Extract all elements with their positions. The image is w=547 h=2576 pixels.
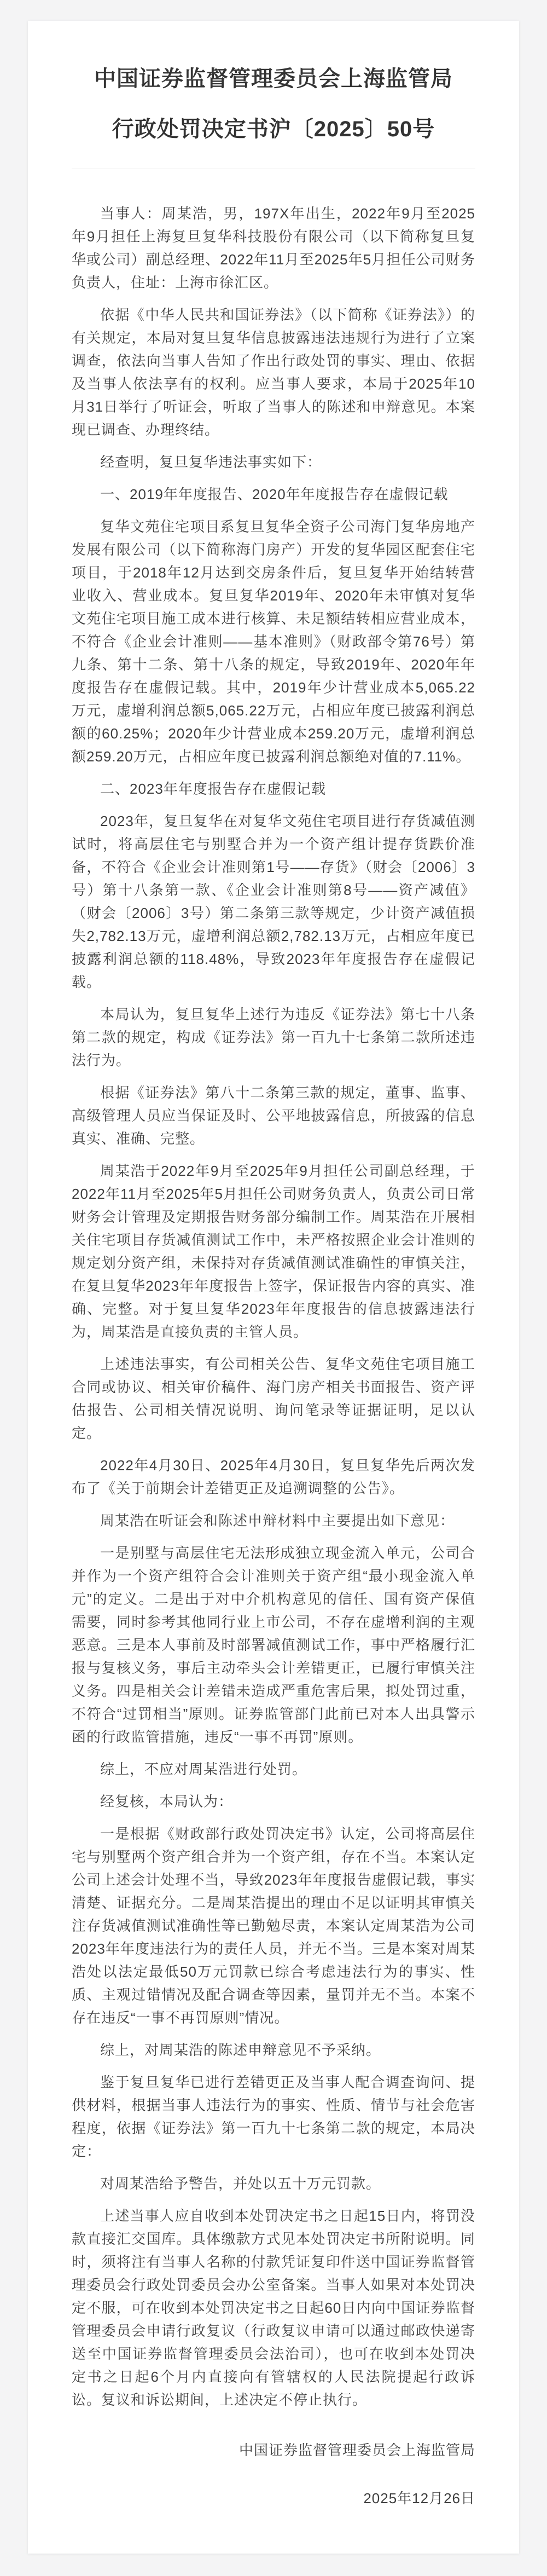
paragraph: 依据《中华人民共和国证券法》（以下简称《证券法》）的有关规定，本局对复旦复华信息披露违法违规行为进行了立案调查，依法向当事人告知了作出行政处罚的事实、理由、依据及当事人依法享有的权利。应当事人要求，本局于2025年10月31日举行了听证会，听取了当事人的陈述和申辩意见。本案现已调查、办理终结。	[72, 307, 475, 438]
signature-block	[72, 2439, 475, 2510]
paragraph: 鉴于复旦复华已进行差错更正及当事人配合调查询问、提供材料，根据当事人违法行为的事实、性质、情节与社会危害程度，依据《证券法》第一百九十七条第二款的规定，本局决定：	[72, 2074, 475, 2159]
section-heading: 一、2019年年度报告、2020年年度报告存在虚假记载	[100, 486, 449, 503]
paragraph: 对周某浩给予警告，并处以五十万元罚款。	[100, 2175, 381, 2192]
paragraph: 当事人：周某浩，男，197X年出生，2022年9月至2025年9月担任上海复旦复华科技股份有限公司（以下简称复旦复华或公司）副总经理、2022年11月至2025年5月担任公司财务负责人，住址：上海市徐汇区。	[72, 205, 475, 291]
paragraph: 经复核，本局认为：	[100, 1793, 234, 1810]
section-heading: 二、2023年年度报告存在虚假记载	[100, 781, 326, 797]
document-title-line1: 中国证券监督管理委员会上海监管局	[94, 67, 453, 91]
paragraph: 一是根据《财政部行政处罚决定书》认定，公司将高层住宅与别墅两个资产组合并为一个资产组，存在不当。本案认定公司上述会计处理不当，导致2023年年度报告虚假记载，事实清楚、证据充分。二是周某浩提出的理由不足以证明其审慎关注存货减值测试准确性等已勤勉尽责，本案认定周某浩为公司2023年年度违法行为的责任人员，并无不当。三是本案对周某浩处以法定最低50万元罚款已综合考虑违法行为的事实、性质、主观过错情况及配合调查等因素，量罚并无不当。本案不存在违反“一事不再罚原则”情况。	[72, 1826, 475, 2026]
paragraph: 本局认为，复旦复华上述行为违反《证券法》第七十八条第二款的规定，构成《证券法》第一百九十七条第二款所述违法行为。	[72, 1006, 475, 1068]
paragraph: 综上，对周某浩的陈述申辩意见不予采纳。	[100, 2042, 381, 2058]
paragraph: 周某浩在听证会和陈述申辩材料中主要提出如下意见：	[100, 1512, 455, 1529]
paragraph: 经查明，复旦复华违法事实如下：	[100, 454, 322, 470]
document-title-line2: 行政处罚决定书沪〔2025〕50号	[112, 117, 435, 141]
issuer-signature: 中国证券监督管理委员会上海监管局	[238, 2442, 475, 2458]
paragraph: 周某浩于2022年9月至2025年9月担任公司副总经理，于2022年11月至2025年5月担任公司财务负责人，负责公司日常财务会计管理及定期报告财务部分编制工作。周某浩在开展相关住宅项目存货减值测试工作中，未严格按照企业会计准则的规定划分资产组，未保持对存货减值测试准确性的审慎关注，在复旦复华2023年年度报告上签字，保证报告内容的真实、准确、完整。对于复旦复华2023年年度报告的信息披露违法行为，周某浩是直接负责的主管人员。	[72, 1163, 475, 1340]
paragraph: 复华文苑住宅项目系复旦复华全资子公司海门复华房地产发展有限公司（以下简称海门房产）开发的复华园区配套住宅项目，于2018年12月达到交房条件后，复旦复华开始结转营业收入、营业成本。复旦复华2019年、2020年未审慎对复华文苑住宅项目施工成本进行核算、未足额结转相应营业成本，不符合《企业会计准则——基本准则》（财政部令第76号）第九条、第十二条、第十八条的规定，导致2019年、2020年年度报告存在虚假记载。其中，2019年少计营业成本5,065.22万元，虚增利润总额5,065.22万元，占相应年度已披露利润总额的60.25%；2020年少计营业成本259.20万元，虚增利润总额259.20万元，占相应年度已披露利润总额绝对值的7.11%。	[72, 518, 475, 765]
paragraph: 根据《证券法》第八十二条第三款的规定，董事、监事、高级管理人员应当保证及时、公平地披露信息，所披露的信息真实、准确、完整。	[72, 1084, 475, 1147]
paragraph: 一是别墅与高层住宅无法形成独立现金流入单元，公司合并作为一个资产组符合会计准则关于资产组“最小现金流入单元”的定义。二是出于对中介机构意见的信任、国有资产保值需要，同时参考其他同行业上市公司，不存在虚增利润的主观恶意。三是本人事前及时部署减值测试工作，事中严格履行汇报与复核义务，事后主动牵头会计差错更正，已履行审慎关注义务。四是相关会计差错未造成严重危害后果，拟处罚过重，不符合“过罚相当”原则。证券监管部门此前已对本人出具警示函的行政监管措施，违反“一事不再罚”原则。	[72, 1545, 475, 1745]
issue-date: 2025年12月26日	[363, 2490, 475, 2506]
paragraph: 2023年，复旦复华在对复华文苑住宅项目进行存货减值测试时，将高层住宅与别墅合并为一个资产组计提存货跌价准备，不符合《企业会计准则第1号——存货》（财会〔2006〕3号）第十八条第一款、《企业会计准则第8号——资产减值》（财会〔2006〕3号）第二条第三款等规定，少计资产减值损失2,782.13万元，虚增利润总额2,782.13万元，占相应年度已披露利润总额的118.48%，导致2023年年度报告存在虚假记载。	[72, 813, 475, 990]
paragraph: 上述违法事实，有公司相关公告、复华文苑住宅项目施工合同或协议、相关审价稿件、海门房产相关书面报告、资产评估报告、公司相关情况说明、询问笔录等证据证明，足以认定。	[72, 1356, 475, 1441]
paragraph: 2022年4月30日、2025年4月30日，复旦复华先后两次发布了《关于前期会计差错更正及追溯调整的公告》。	[72, 1457, 475, 1497]
document-title	[72, 54, 475, 154]
paragraph: 上述当事人应自收到本处罚决定书之日起15日内，将罚没款直接汇交国库。具体缴款方式见本处罚决定书所附说明。同时，须将注有当事人名称的付款凭证复印件送中国证券监督管理委员会行政处罚委员会办公室备案。当事人如果对本处罚决定不服，可在收到本处罚决定书之日起60日内向中国证券监督管理委员会申请行政复议（行政复议申请可以通过邮政快递寄送至中国证券监督管理委员会法治司），也可在收到本处罚决定书之日起6个月内直接向有管辖权的人民法院提起行政诉讼。复议和诉讼期间，上述决定不停止执行。	[72, 2208, 475, 2408]
document-card	[28, 21, 519, 2554]
paragraph: 综上，不应对周某浩进行处罚。	[100, 1761, 307, 1777]
document-body	[72, 202, 475, 2411]
